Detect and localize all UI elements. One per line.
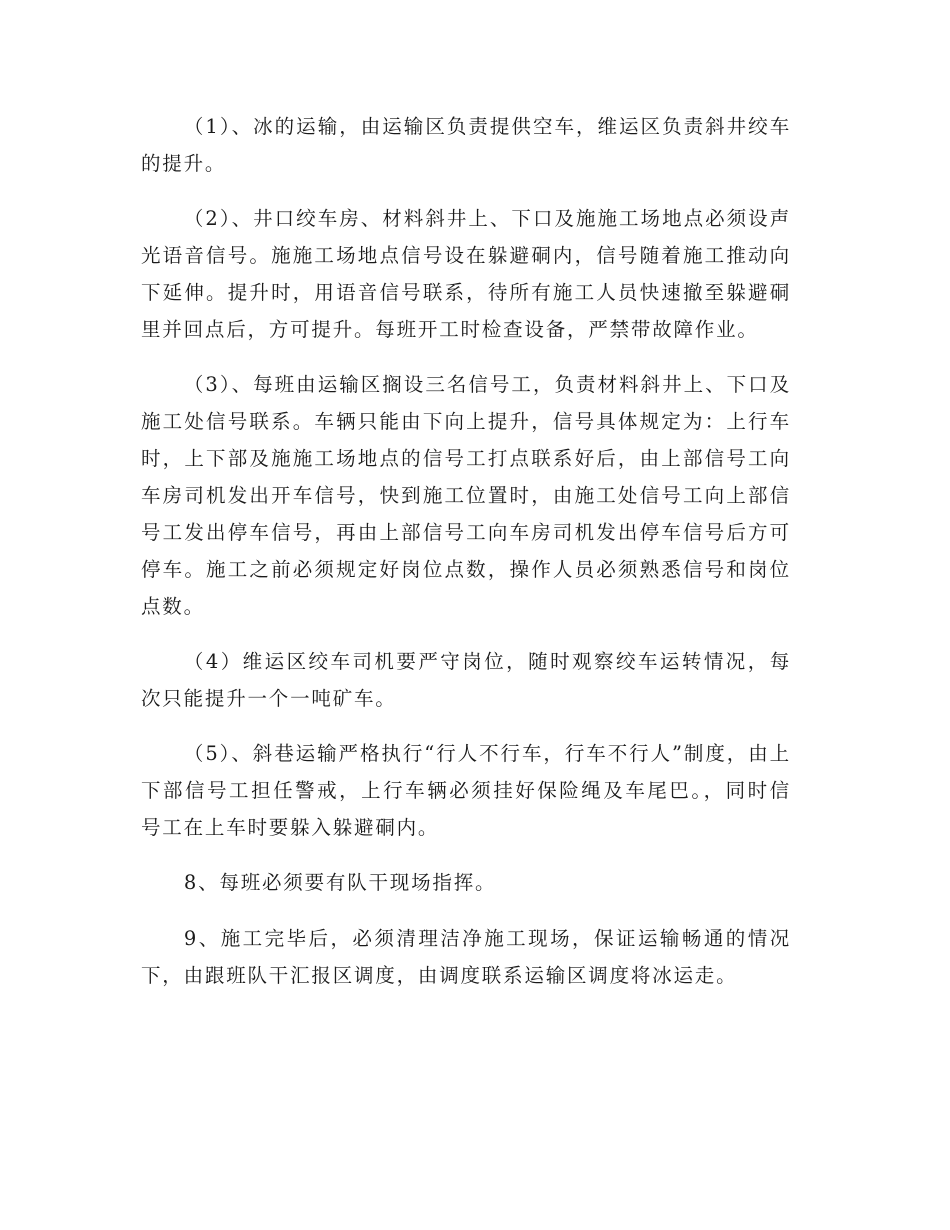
paragraph-signal-setup: （2）、井口绞车房、材料斜井上、下口及施施工场地点必须设声光语音信号。施施工场地点信号设在躲避硐内，信号随着施工推动向下延伸。提升时，用语音信号联系，待所有施工人员快速撤至躲避硐里并回点后，方可提升。每班开工时检查设备，严禁带故障作业。 [141,207,791,341]
document-body [141,108,791,1012]
paragraph-signal-workers: （3）、每班由运输区搁设三名信号工，负责材料斜井上、下口及施工处信号联系。车辆只能由下向上提升，信号具体规定为：上行车时，上下部及施施工场地点的信号工打点联系好后，由上部信号工向车房司机发出开车信号，快到施工位置时，由施工处信号工向上部信号工发出停车信号，再由上部信号工向车房司机发出停车信号后方可停车。施工之前必须规定好岗位点数，操作人员必须熟悉信号和岗位点数。 [141,373,791,618]
paragraph-site-command: 8、每班必须要有队干现场指挥。 [183,871,497,894]
paragraph-cleanup: 9、施工完毕后，必须清理洁净施工现场，保证运输畅通的情况下，由跟班队干汇报区调度，由调度联系运输区调度将冰运走。 [141,927,791,987]
paragraph-ice-transport: （1）、冰的运输，由运输区负责提供空车，维运区负责斜井绞车的提升。 [141,115,791,175]
paragraph-winch-driver: （4）维运区绞车司机要严守岗位，随时观察绞车运转情况，每次只能提升一个一吨矿车。 [141,650,791,710]
paragraph-incline-rules: （5）、斜巷运输严格执行“行人不行车，行车不行人”制度，由上下部信号工担任警戒，上行车辆必须挂好保险绳及车尾巴。，同时信号工在上车时要躲入躲避硐内。 [141,742,791,839]
